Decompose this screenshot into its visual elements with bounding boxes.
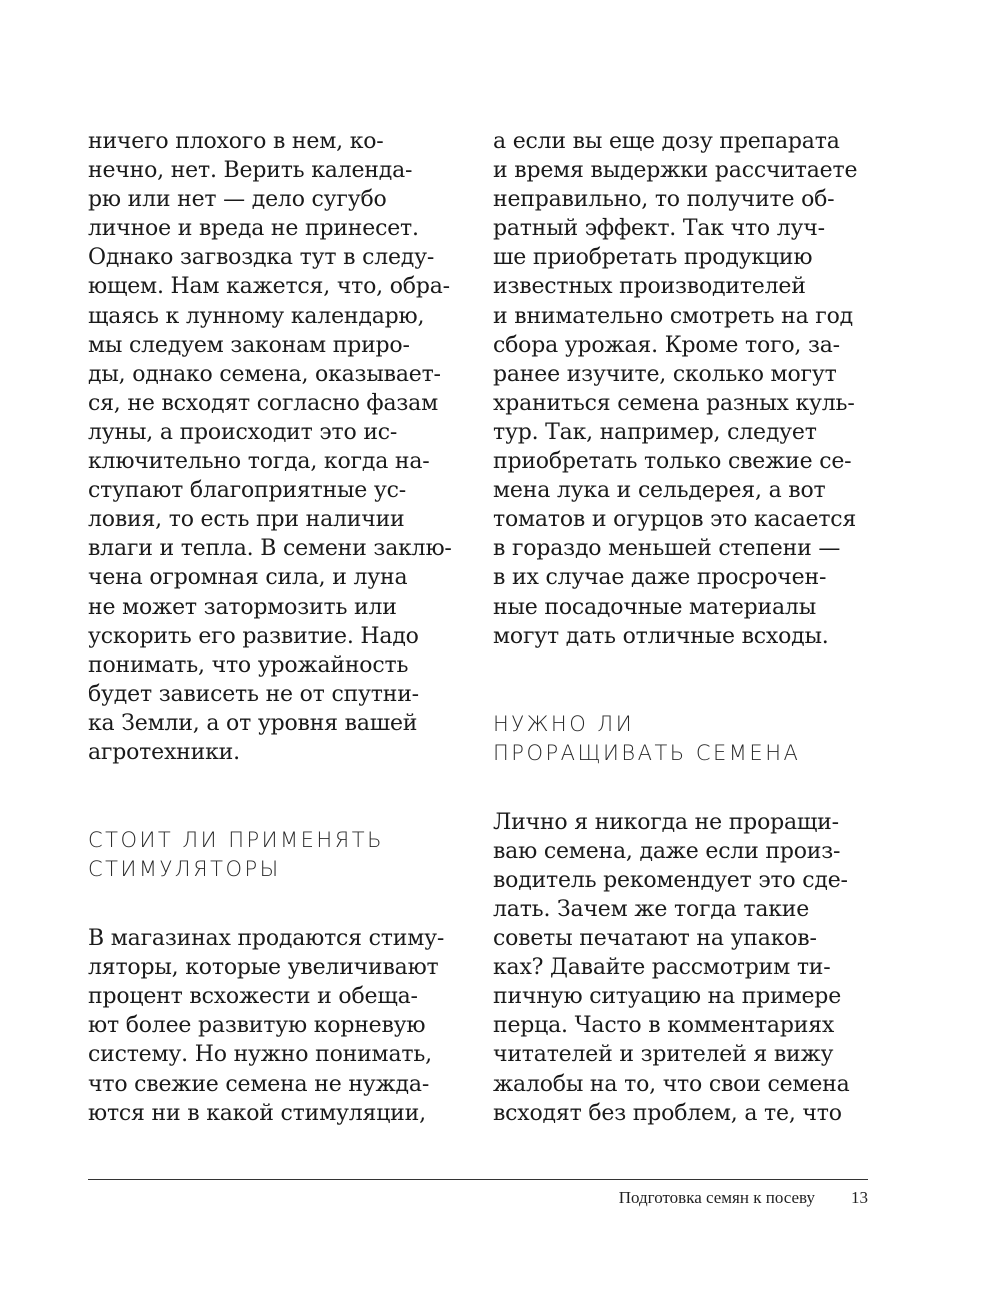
heading-line: НУЖНО ЛИ bbox=[493, 711, 635, 736]
text-line: ющем. Нам кажется, что, обра- bbox=[88, 274, 450, 300]
text-line: могут дать отличные всходы. bbox=[493, 623, 829, 649]
text-line: не может затормозить или bbox=[88, 594, 397, 620]
text-line: ные посадочные материалы bbox=[493, 594, 817, 620]
text-line: в гораздо меньшей степени — bbox=[493, 536, 841, 562]
text-line: мена лука и сельдерея, а вот bbox=[493, 478, 826, 504]
text-line: томатов и огурцов это касается bbox=[493, 507, 857, 533]
text-line: В магазинах продаются стиму- bbox=[88, 926, 445, 952]
text-line: тур. Так, например, следует bbox=[493, 419, 817, 445]
text-line: ся, не всходят согласно фазам bbox=[88, 390, 438, 416]
text-line: рю или нет — дело сугубо bbox=[88, 187, 387, 213]
text-line: советы печатают на упаков- bbox=[493, 926, 817, 952]
footer-divider bbox=[88, 1179, 868, 1180]
text-line: водитель рекомендует это сде- bbox=[493, 867, 848, 893]
text-line: ранее изучите, сколько могут bbox=[493, 361, 837, 387]
text-line: сбора урожая. Кроме того, за- bbox=[493, 332, 840, 358]
text-line: ка Земли, а от уровня вашей bbox=[88, 710, 418, 736]
text-line: читателей и зрителей я вижу bbox=[493, 1042, 834, 1068]
text-line: систему. Но нужно понимать, bbox=[88, 1042, 432, 1068]
text-line: Лично я никогда не проращи- bbox=[493, 809, 839, 835]
text-line: в их случае даже просрочен- bbox=[493, 565, 827, 591]
page-number: 13 bbox=[851, 1188, 868, 1207]
text-line: пичную ситуацию на примере bbox=[493, 984, 842, 1010]
text-line: чена огромная сила, и луна bbox=[88, 565, 408, 591]
text-line: ше приобретать продукцию bbox=[493, 245, 813, 271]
text-line: ступают благоприятные ус- bbox=[88, 478, 406, 504]
running-footer-title: Подготовка семян к посеву bbox=[618, 1188, 815, 1207]
text-line: ды, однако семена, оказывает- bbox=[88, 361, 441, 387]
text-line: ратный эффект. Так что луч- bbox=[493, 216, 825, 242]
text-line: всходят без проблем, а те, что bbox=[493, 1100, 842, 1126]
text-line: известных производителей bbox=[493, 274, 806, 300]
left-column bbox=[88, 127, 468, 1128]
text-line: личное и вреда не принесет. bbox=[88, 216, 419, 242]
text-line: ют более развитую корневую bbox=[88, 1013, 426, 1039]
text-line: процент всхожести и обеща- bbox=[88, 984, 418, 1010]
heading-line: СТОИТ ЛИ ПРИМЕНЯТЬ bbox=[88, 828, 385, 853]
section-heading-sprouting bbox=[493, 710, 873, 768]
text-line: жалобы на то, что свои семена bbox=[493, 1071, 850, 1097]
text-line: мы следуем законам приро- bbox=[88, 332, 410, 358]
text-line: ляторы, которые увеличивают bbox=[88, 955, 439, 981]
text-line: будет зависеть не от спутни- bbox=[88, 681, 419, 707]
right-paragraph-1 bbox=[493, 127, 873, 651]
text-line: ловия, то есть при наличии bbox=[88, 507, 405, 533]
text-line: неправильно, то получите об- bbox=[493, 187, 835, 213]
text-line: что свежие семена не нужда- bbox=[88, 1071, 430, 1097]
text-line: ускорить его развитие. Надо bbox=[88, 623, 419, 649]
page-footer bbox=[619, 1188, 868, 1208]
text-line: ваю семена, даже если произ- bbox=[493, 838, 841, 864]
text-line: ключительно тогда, когда на- bbox=[88, 449, 430, 475]
right-column bbox=[493, 127, 873, 1128]
left-paragraph-1 bbox=[88, 127, 468, 767]
text-line: ках? Давайте рассмотрим ти- bbox=[493, 955, 831, 981]
text-line: агротехники. bbox=[88, 739, 240, 765]
text-line: приобретать только свежие се- bbox=[493, 449, 852, 475]
text-line: храниться семена разных куль- bbox=[493, 390, 855, 416]
text-line: Однако загвоздка тут в следу- bbox=[88, 245, 435, 271]
text-line: влаги и тепла. В семени заклю- bbox=[88, 536, 452, 562]
text-line: нечно, нет. Верить календа- bbox=[88, 158, 413, 184]
text-line: перца. Часто в комментариях bbox=[493, 1013, 835, 1039]
text-line: ются ни в какой стимуляции, bbox=[88, 1100, 426, 1126]
text-line: а если вы еще дозу препарата bbox=[493, 129, 840, 154]
text-line: понимать, что урожайность bbox=[88, 652, 409, 678]
text-line: и время выдержки рассчитаете bbox=[493, 158, 858, 184]
text-line: ничего плохого в нем, ко- bbox=[88, 129, 384, 154]
text-line: лать. Зачем же тогда такие bbox=[493, 896, 810, 922]
heading-line: ПРОРАЩИВАТЬ СЕМЕНА bbox=[493, 740, 801, 765]
section-heading-stimulators bbox=[88, 826, 468, 884]
text-line: и внимательно смотреть на год bbox=[493, 303, 854, 329]
heading-line: СТИМУЛЯТОРЫ bbox=[88, 857, 281, 882]
text-line: щаясь к лунному календарю, bbox=[88, 303, 425, 329]
right-paragraph-2 bbox=[493, 808, 873, 1128]
text-line: луны, а происходит это ис- bbox=[88, 419, 398, 445]
left-paragraph-2 bbox=[88, 924, 468, 1128]
